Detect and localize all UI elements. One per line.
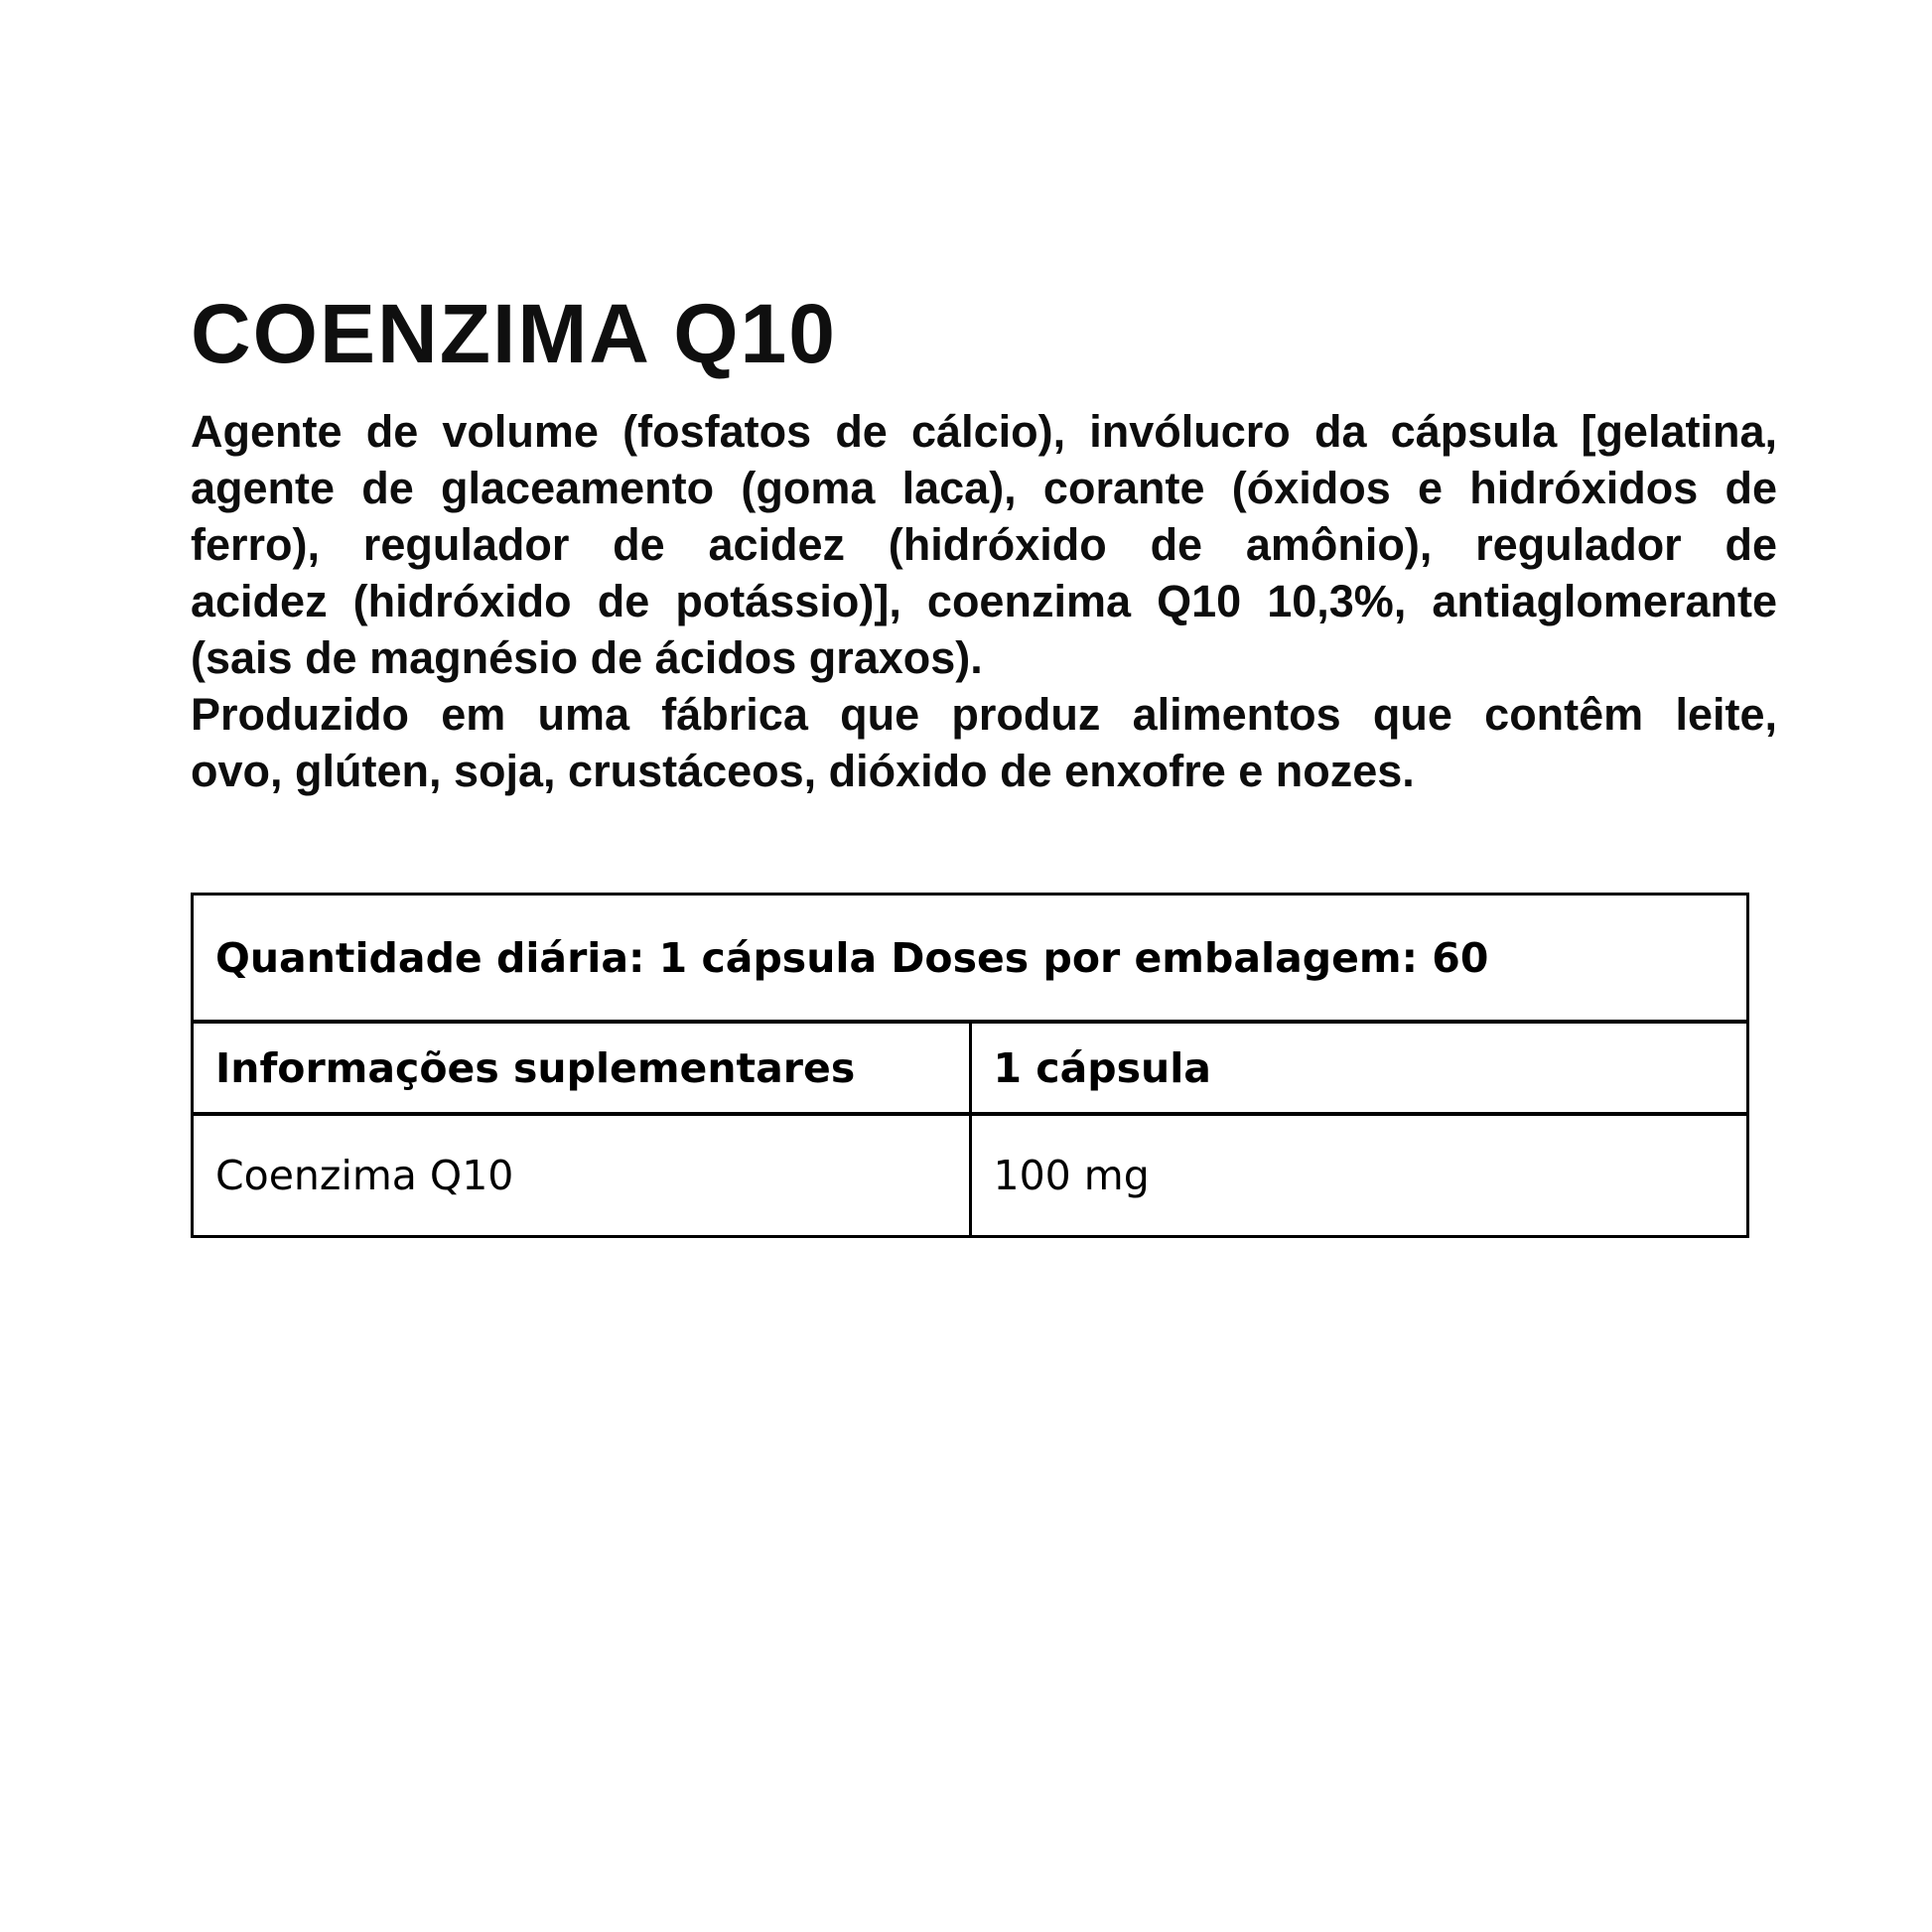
text-line: Agente de volume (fosfatos de cálcio), invólucro da cápsula [gelatina, <box>191 406 1777 457</box>
column-header-supplement-info: Informações suplementares <box>193 1022 971 1114</box>
text-line: acidez (hidróxido de potássio)], coenzima Q10 10,3%, antiaglomerante <box>191 576 1777 626</box>
text-line: ferro), regulador de acidez (hidróxido de amônio), regulador de <box>191 519 1777 570</box>
table-row <box>193 1114 1748 1237</box>
daily-dose-row <box>193 895 1748 1023</box>
column-header-row <box>193 1022 1748 1114</box>
text-line: (sais de magnésio de ácidos graxos). <box>191 632 983 683</box>
ingredients-paragraph <box>191 403 1777 686</box>
page-title: COENZIMA Q10 <box>191 287 837 380</box>
allergen-paragraph <box>191 686 1777 799</box>
text-line: ovo, glúten, soja, crustáceos, dióxido de enxofre e nozes. <box>191 746 1415 796</box>
text-line: Produzido em uma fábrica que produz alimentos que contêm leite, <box>191 689 1777 740</box>
text-line: agente de glaceamento (goma laca), corante (óxidos e hidróxidos de <box>191 463 1777 513</box>
supplement-facts-table <box>191 893 1749 1238</box>
nutrient-name-cell: Coenzima Q10 <box>193 1114 971 1237</box>
column-header-serving: 1 cápsula <box>970 1022 1748 1114</box>
nutrient-amount-cell: 100 mg <box>970 1114 1748 1237</box>
daily-dose-header: Quantidade diária: 1 cápsula Doses por embalagem: 60 <box>193 895 1748 1023</box>
